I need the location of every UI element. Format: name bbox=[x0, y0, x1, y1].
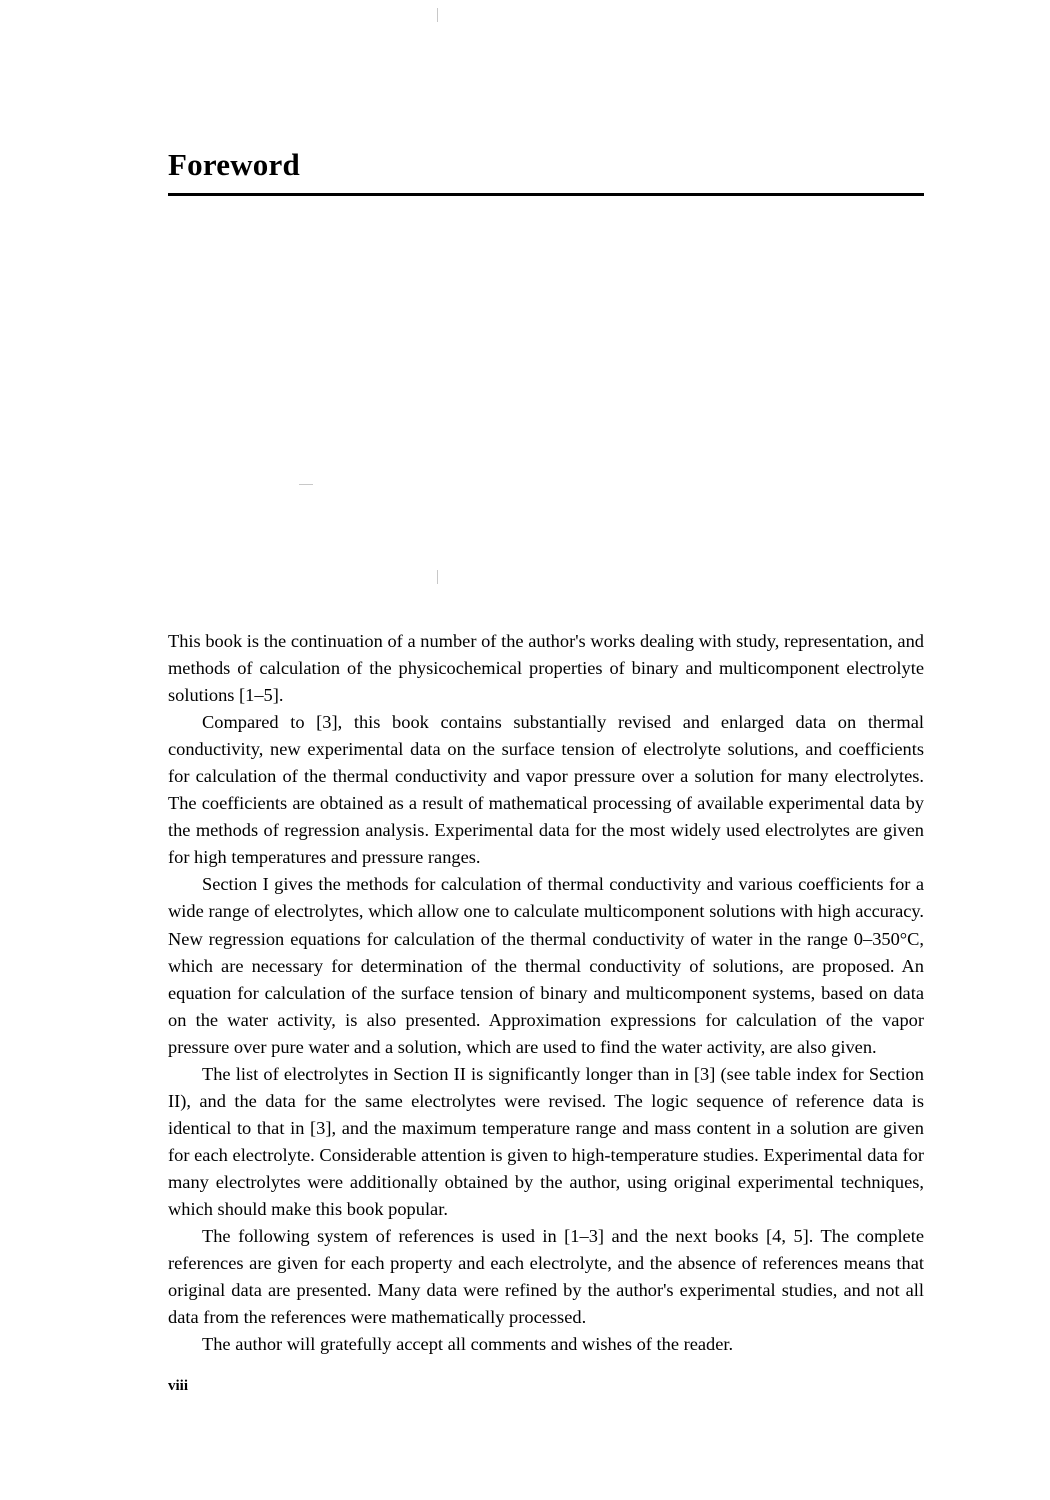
paragraph: Compared to [3], this book contains substantially revised and enlarged data on thermal conductivity, new experimental data on the surface tension of electrolyte solutions, and coefficients for calculation of the thermal conductivity and vapor pressure over a solution for many electrolytes. The coefficients are obtained as a result of mathematical processing of available experimental data by the methods of regression analysis. Experimental data for the most widely used electrolytes are given for high temperatures and pressure ranges. bbox=[168, 712, 924, 868]
page-number: viii bbox=[168, 1378, 189, 1394]
page-title: Foreword bbox=[168, 147, 300, 182]
title-divider bbox=[168, 193, 924, 196]
page-content bbox=[168, 0, 924, 1500]
paragraph: Section I gives the methods for calculation of thermal conductivity and various coefficients for a wide range of electrolytes, which allow one to calculate multicomponent solutions with high accuracy. New regression equations for calculation of the thermal conductivity of water in the range 0–350°C, which are necessary for determination of the thermal conductivity of solutions, are proposed. An equation for calculation of the surface tension of binary and multicomponent systems, based on data on the water activity, is also presented. Approximation expressions for calculation of the vapor pressure over pure water and a solution, which are used to find the water activity, are also given. bbox=[168, 874, 924, 1057]
paragraph: The following system of references is used in [1–3] and the next books [4, 5]. The complete references are given for each property and each electrolyte, and the absence of references means that original data are presented. Many data were refined by the author's experimental studies, and not all data from the references were mathematically processed. bbox=[168, 1226, 924, 1328]
body-text bbox=[168, 628, 924, 1358]
paragraph: This book is the continuation of a number of the author's works dealing with study, representation, and methods of calculation of the physicochemical properties of binary and multicomponent electrolyte solutions [1–5]. bbox=[168, 631, 924, 706]
paragraph: The list of electrolytes in Section II is significantly longer than in [3] (see table index for Section II), and the data for the same electrolytes were revised. The logic sequence of reference data is identical to that in [3], and the maximum temperature range and mass content in a solution are given for each electrolyte. Considerable attention is given to high-temperature studies. Experimental data for many electrolytes were additionally obtained by the author, using original experimental techniques, which should make this book popular. bbox=[168, 1063, 924, 1219]
paragraph: The author will gratefully accept all comments and wishes of the reader. bbox=[202, 1334, 734, 1355]
